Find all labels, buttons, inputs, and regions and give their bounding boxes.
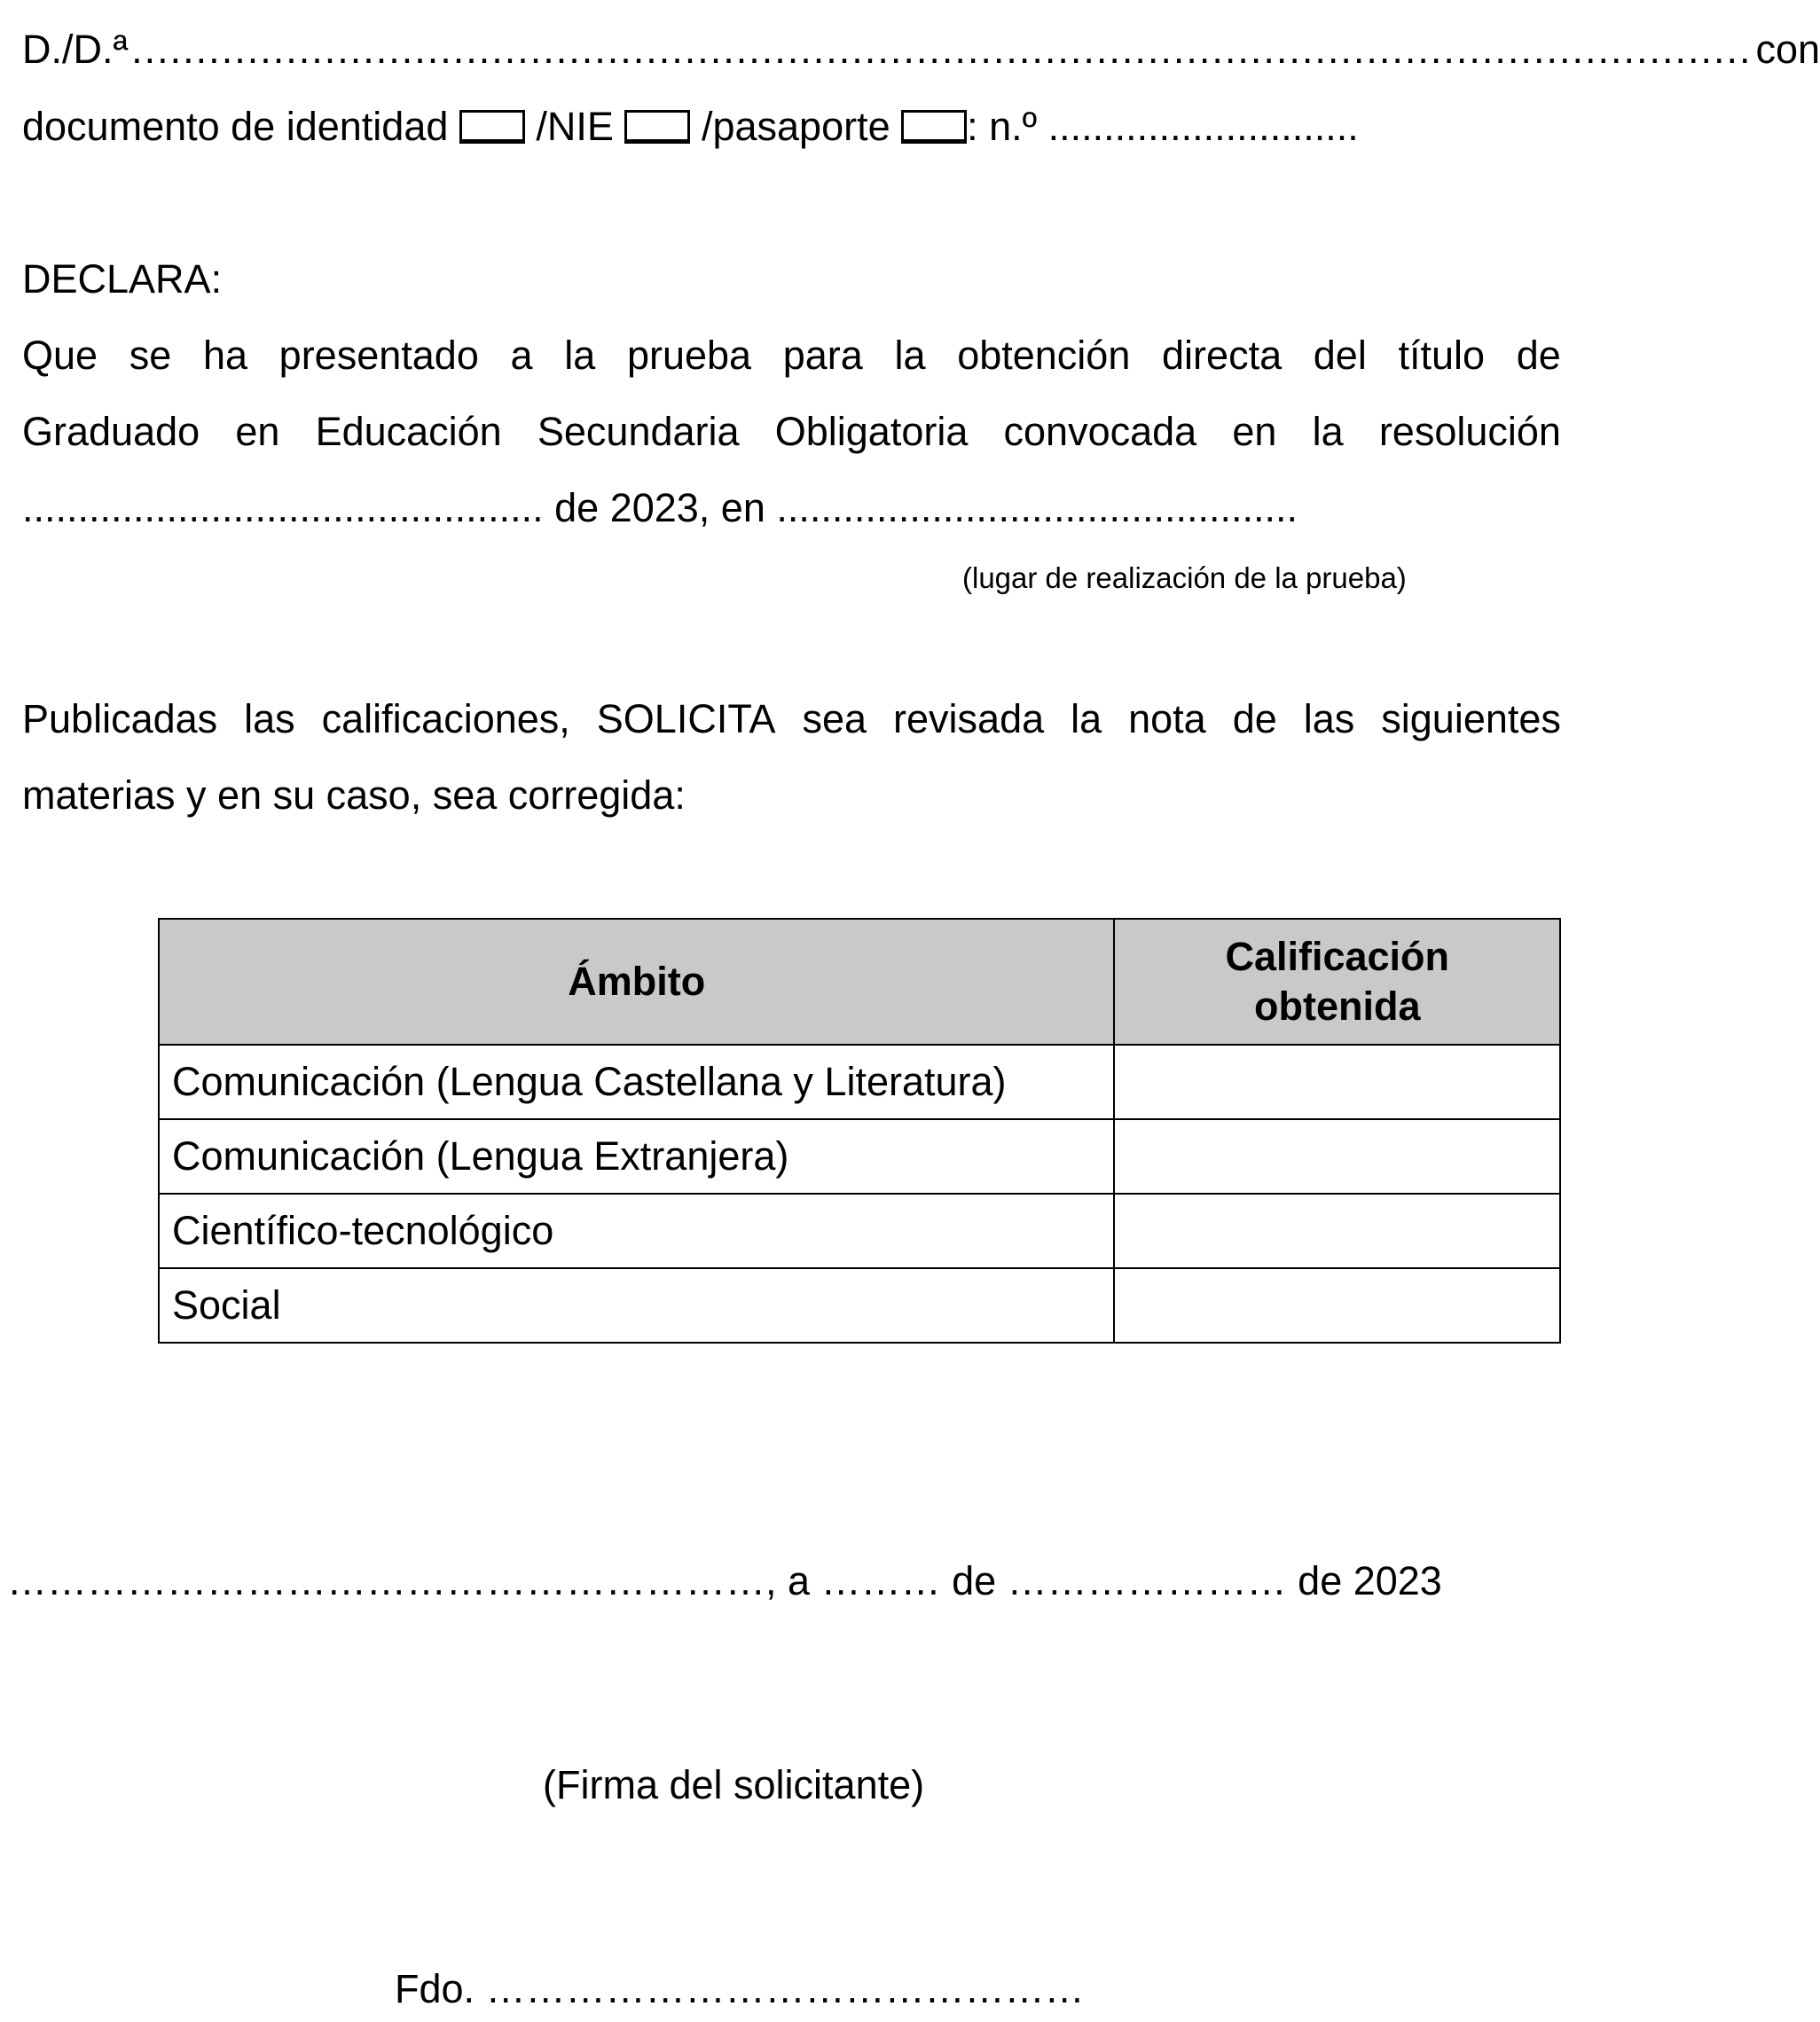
fdo-label: Fdo. bbox=[395, 1966, 475, 2011]
pasaporte-label: /pasaporte bbox=[701, 104, 890, 149]
name-label: D./D.ª bbox=[22, 27, 129, 72]
declara-word: del bbox=[1313, 333, 1367, 378]
declara-word: convocada bbox=[1003, 409, 1197, 454]
declara-word: de bbox=[1516, 333, 1561, 378]
place-note: (lugar de realización de la prueba) bbox=[962, 561, 1407, 594]
table-header-row bbox=[159, 919, 1560, 1045]
solicita-word: de bbox=[1232, 696, 1277, 741]
fdo-field[interactable]: ……………………………………… bbox=[485, 1966, 1085, 2011]
solicita-word: las bbox=[1303, 696, 1355, 741]
declara-word: ha bbox=[202, 333, 247, 378]
date-place-field[interactable]: ………………………………………………… bbox=[7, 1558, 765, 1603]
solicita-word: la bbox=[1071, 696, 1102, 741]
name-field[interactable]: .............................................................................................................................. bbox=[131, 27, 1753, 72]
declara-word: obtención bbox=[957, 333, 1131, 378]
solicita-word: siguientes bbox=[1381, 696, 1561, 741]
calificacion-cell[interactable] bbox=[1114, 1045, 1560, 1119]
nie-label: /NIE bbox=[536, 104, 614, 149]
date-month-field[interactable]: ………………… bbox=[1007, 1558, 1287, 1603]
calificacion-cell[interactable] bbox=[1114, 1194, 1560, 1268]
declara-word: Secundaria bbox=[537, 409, 740, 454]
declara-line-3 bbox=[22, 483, 1298, 533]
date-a-text: , a bbox=[765, 1558, 811, 1603]
signature-caption: (Firma del solicitante) bbox=[543, 1762, 925, 1807]
calificacion-header-line-1: Calificación bbox=[1225, 934, 1450, 979]
table-row bbox=[159, 1045, 1560, 1119]
date-line bbox=[7, 1556, 1442, 1606]
declara-word: se bbox=[129, 333, 172, 378]
declara-word: título bbox=[1398, 333, 1486, 378]
name-line bbox=[22, 25, 1820, 74]
document-line bbox=[22, 102, 1359, 152]
calificacion-header-line-2: obtenida bbox=[1253, 984, 1421, 1029]
declara-word: para bbox=[782, 333, 863, 378]
declara-word: directa bbox=[1162, 333, 1283, 378]
ambito-cell: Comunicación (Lengua Extranjera) bbox=[159, 1119, 1114, 1194]
calificacion-header bbox=[1114, 919, 1560, 1045]
declara-word: la bbox=[564, 333, 596, 378]
number-label: : n.º bbox=[967, 104, 1038, 149]
declara-heading: DECLARA: bbox=[22, 256, 223, 302]
con-label: con bbox=[1755, 27, 1820, 72]
solicita-word: calificaciones, bbox=[321, 696, 570, 741]
place-field[interactable]: ............................................... bbox=[776, 485, 1298, 530]
table-row bbox=[159, 1119, 1560, 1194]
declara-line-1 bbox=[22, 331, 1561, 380]
declara-word: resolución bbox=[1378, 409, 1561, 454]
calificacion-cell[interactable] bbox=[1114, 1268, 1560, 1343]
fdo-line bbox=[395, 1964, 1085, 2014]
date-year-text: de 2023 bbox=[1298, 1558, 1442, 1603]
solicita-word: Publicadas bbox=[22, 696, 218, 741]
declara-word: Educación bbox=[315, 409, 502, 454]
solicita-word: las bbox=[244, 696, 295, 741]
grades-table bbox=[158, 918, 1561, 1344]
pasaporte-checkbox[interactable] bbox=[901, 110, 967, 144]
dni-checkbox[interactable] bbox=[459, 110, 525, 144]
solicita-word: sea bbox=[802, 696, 867, 741]
nie-checkbox[interactable] bbox=[624, 110, 690, 144]
table-row bbox=[159, 1194, 1560, 1268]
declara-word: prueba bbox=[626, 333, 752, 378]
document-label: documento de identidad bbox=[22, 104, 449, 149]
declara-word: en bbox=[235, 409, 280, 454]
date-day-field[interactable]: ……… bbox=[820, 1558, 941, 1603]
solicita-line-2: materias y en su caso, sea corregida: bbox=[22, 772, 686, 818]
declara-word: presentado bbox=[278, 333, 479, 378]
declara-line-2 bbox=[22, 407, 1561, 457]
declara-word: Graduado bbox=[22, 409, 200, 454]
table-row bbox=[159, 1268, 1560, 1343]
declara-word: a bbox=[510, 333, 533, 378]
solicita-word: nota bbox=[1128, 696, 1206, 741]
ambito-cell: Científico-tecnológico bbox=[159, 1194, 1114, 1268]
declara-word: Que bbox=[22, 333, 98, 378]
declara-word: la bbox=[1312, 409, 1344, 454]
declara-word: en bbox=[1232, 409, 1277, 454]
year-text: de 2023, en bbox=[554, 485, 765, 530]
solicita-word: revisada bbox=[893, 696, 1045, 741]
ambito-cell: Comunicación (Lengua Castellana y Literatura) bbox=[159, 1045, 1114, 1119]
declara-word: la bbox=[894, 333, 926, 378]
ambito-cell: Social bbox=[159, 1268, 1114, 1343]
solicita-word: SOLICITA bbox=[596, 696, 776, 741]
solicita-line-1 bbox=[22, 694, 1561, 744]
ambito-header: Ámbito bbox=[159, 919, 1114, 1045]
date-de-text: de bbox=[952, 1558, 997, 1603]
resolution-field[interactable]: ............................................... bbox=[22, 485, 544, 530]
declara-word: Obligatoria bbox=[774, 409, 969, 454]
calificacion-cell[interactable] bbox=[1114, 1119, 1560, 1194]
number-field[interactable]: ............................ bbox=[1047, 104, 1359, 149]
